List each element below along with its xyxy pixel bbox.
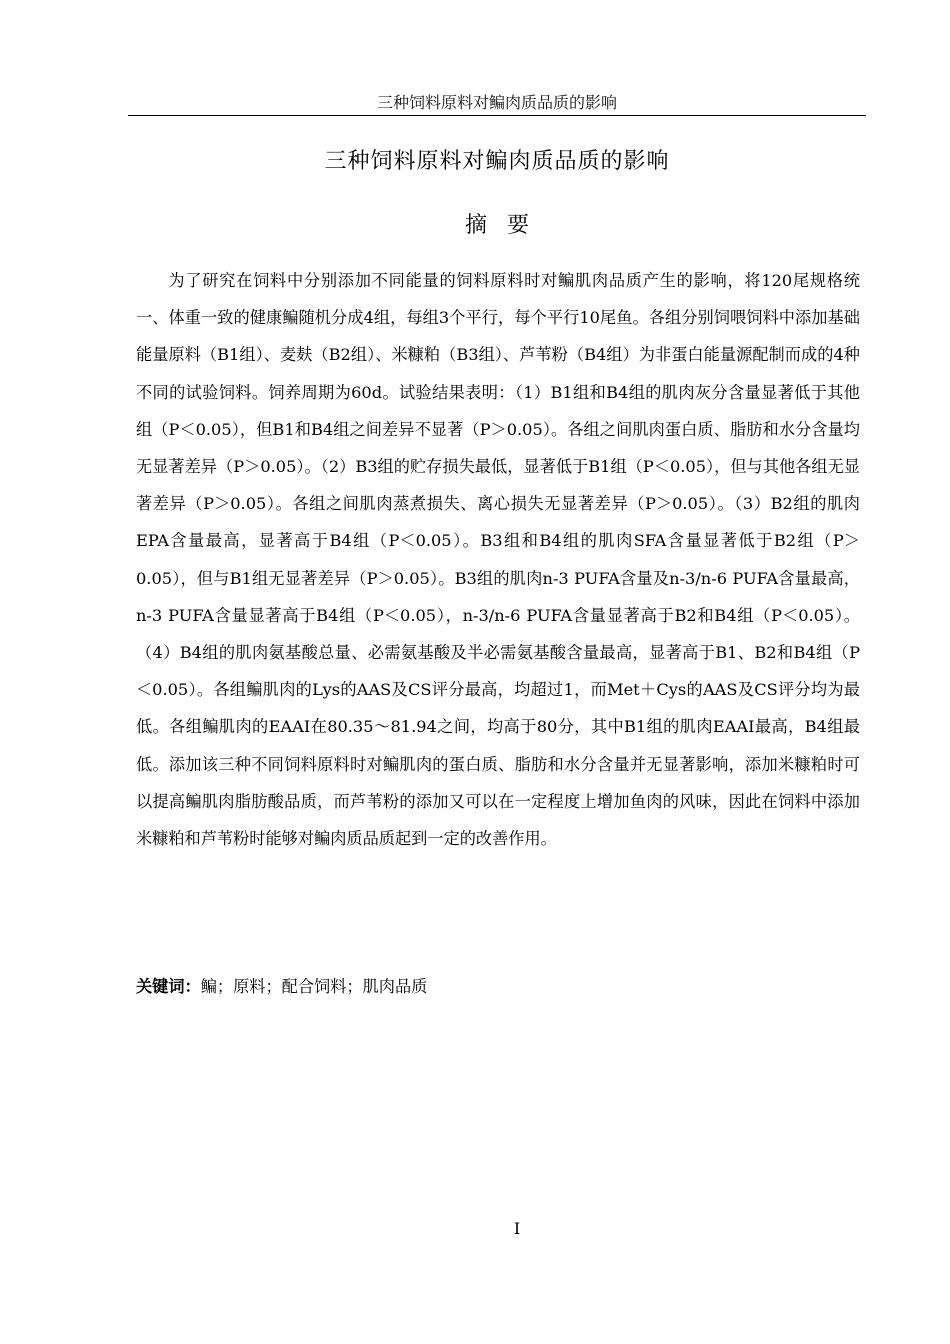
keywords-text: 鳊；原料；配合饲料；肌肉品质 (200, 977, 428, 996)
header-divider (128, 115, 866, 116)
document-title: 三种饲料原料对鳊肉质品质的影响 (324, 149, 670, 174)
keywords-label: 关键词： (136, 977, 201, 996)
running-header: 三种饲料原料对鳊肉质品质的影响 (376, 93, 617, 112)
page-number: I (513, 1219, 521, 1238)
abstract-heading: 摘要 (464, 213, 549, 238)
abstract-body: 为了研究在饲料中分别添加不同能量的饲料原料时对鳊肌肉品质产生的影响，将120尾规格统一、体重一致的健康鳊随机分成4组，每组3个平行，每个平行10尾鱼。各组分别饲喂饲料中添加基础能量原料（B1组）、麦麸（B2组）、米糠粕（B3组）、芦苇粉（B4组）为非蛋白能量源配制而成的4种不同的试验饲料。饲养周期为60d。试验结果表明：（1）B1组和B4组的肌肉灰分含量显著低于其他组（P＜0.05），但B1和B4组之间差异不显著（P＞0.05）。各组之间肌肉蛋白质、脂肪和水分含量均无显著差异（P＞0.05）。（2）B3组的贮存损失最低，显著低于B1组（P＜0.05），但与其他各组无显著差异（P＞0.05）。各组之间肌肉蒸煮损失、离心损失无显著差异（P＞0.05）。（3）B2组的肌肉EPA含量最高，显著高于B4组（P＜0.05）。B3组和B4组的肌肉SFA含量显著低于B2组（P＞0.05），但与B1组无显著差异（P＞0.05）。B3组的肌肉n-3 PUFA含量及n-3/n-6 PUFA含量最高，n-3 PUFA含量显著高于B4组（P＜0.05），n-3/n-6 PUFA含量显著高于B2和B4组（P＜0.05）。（4）B4组的肌肉氨基酸总量、必需氨基酸及半必需氨基酸含量最高，显著高于B1、B2和B4组（P＜0.05）。各组鳊肌肉的Lys的AAS及CS评分最高，均超过1，而Met＋Cys的AAS及CS评分均为最低。各组鳊肌肉的EAAI在80.35～81.94之间，均高于80分，其中B1组的肌肉EAAI最高，B4组最低。添加该三种不同饲料原料时对鳊肌肉的蛋白质、脂肪和水分含量并无显著影响，添加米糠粕时可以提高鳊肌肉脂肪酸品质，而芦苇粉的添加又可以在一定程度上增加鱼肉的风味，因此在饲料中添加米糠粕和芦苇粉时能够对鳊肉质品质起到一定的改善作用。 (136, 271, 860, 849)
keywords-line (136, 968, 860, 1005)
